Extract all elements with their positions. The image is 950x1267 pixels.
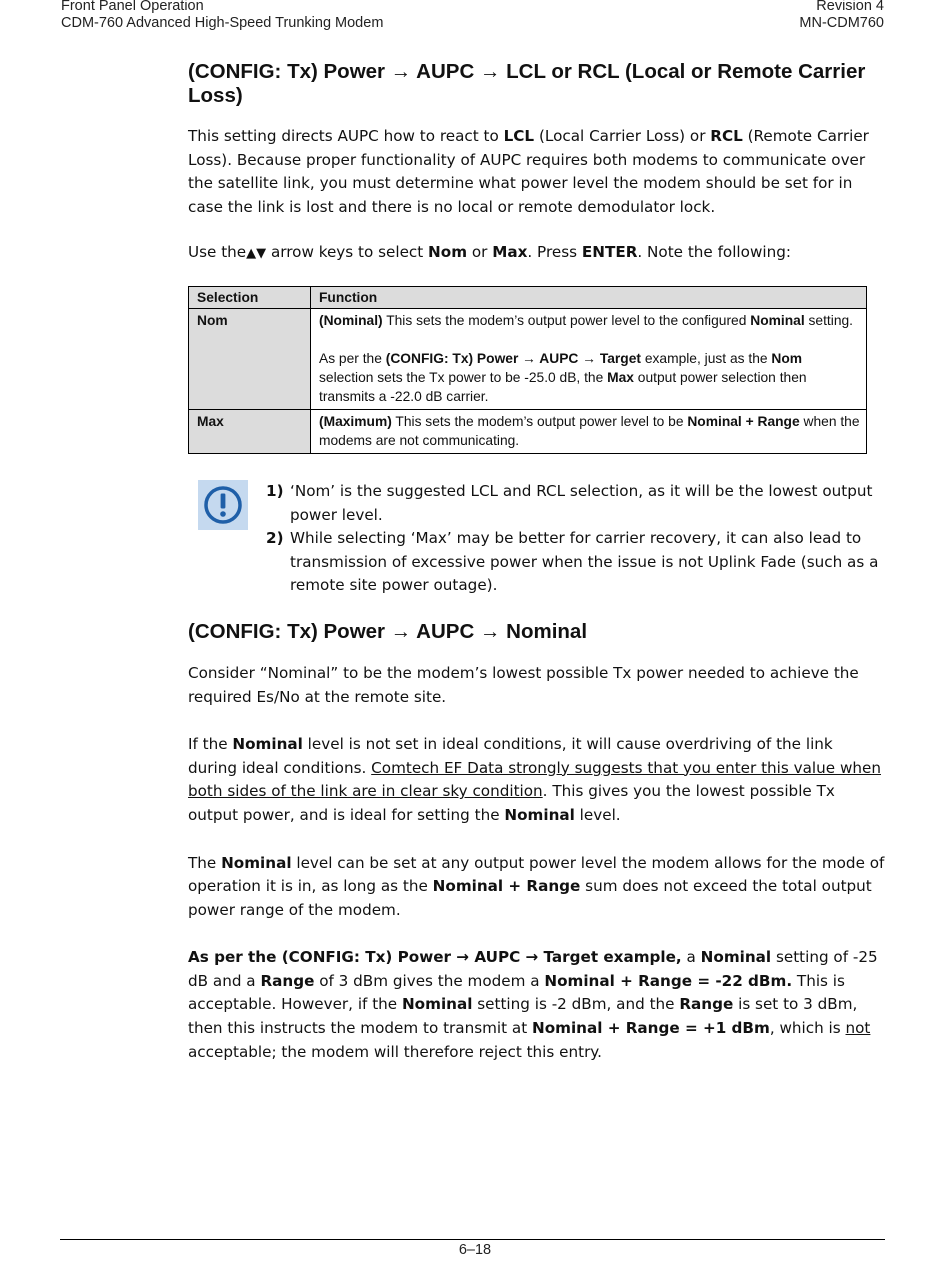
header-doc-number: MN-CDM760 <box>799 15 884 31</box>
table-cell-selection: Nom <box>189 308 311 409</box>
nominal-paragraph-2: If the Nominal level is not set in ideal conditions, it will cause overdriving of the link during ideal conditions. Comtech EF Data strongly suggests that you enter this value when both sides of the link are in clear sky condition. This gives you the lowest possible Tx output power, and is ideal for setting the Nominal level. <box>188 735 881 824</box>
nominal-paragraph-3: The Nominal level can be set at any output power level the modem allows for the mode of operation it is in, as long as the Nominal + Range sum does not exceed the total output power range of the modem. <box>188 853 885 919</box>
header-section: Front Panel Operation <box>61 0 204 14</box>
footer-divider <box>60 1239 885 1240</box>
intro-paragraph: This setting directs AUPC how to react to LCL (Local Carrier Loss) or RCL (Remote Carrier Loss). Because proper functionality of AUPC requires both modems to communicate over the satellite link, you must determine what power level the modem should be set for in case the link is lost and there is no local or remote demodulator lock. <box>188 127 869 216</box>
nominal-paragraph-1: Consider “Nominal” to be the modem’s lowest possible Tx power needed to achieve the required Es/No at the remote site. <box>188 663 859 706</box>
column-header-selection: Selection <box>189 286 311 308</box>
table-cell-selection: Max <box>189 409 311 453</box>
note-block <box>188 480 886 598</box>
section-heading-lcl-rcl: (CONFIG: Tx) Power → AUPC → LCL or RCL (Local or Remote Carrier Loss) <box>188 60 866 107</box>
page-content <box>188 60 886 1064</box>
page-header-left <box>61 0 383 32</box>
table-row <box>189 308 867 409</box>
nominal-example-paragraph: As per the (CONFIG: Tx) Power → AUPC → Target example, a Nominal setting of -25 dB and a Range of 3 dBm gives the modem a Nominal + Range = -22 dBm. This is acceptable. However, if the Nominal setting is -2 dBm, and the Range is set to 3 dBm, then this instructs the modem to transmit at Nominal + Range = +1 dBm, which is not acceptable; the modem will therefore reject this entry. <box>188 948 878 1061</box>
table-row <box>189 409 867 453</box>
page-number: 6–18 <box>458 1242 492 1258</box>
list-item: 2) While selecting ‘Max’ may be better for carrier recovery, it can also lead to transmission of excessive power when the issue is not Uplink Fade (such as a remote site power outage). <box>266 529 879 595</box>
table-header-row <box>189 286 867 308</box>
selection-table <box>188 286 867 454</box>
section-heading-nominal: (CONFIG: Tx) Power → AUPC → Nominal <box>188 619 588 643</box>
list-item: 1) ‘Nom’ is the suggested LCL and RCL selection, as it will be the lowest output power level. <box>266 481 873 524</box>
column-header-function: Function <box>311 286 867 308</box>
table-cell-function: (Nominal) This sets the modem’s output power level to the configured Nominal setting. As per the (CONFIG: Tx) Power → AUPC → Target example, just as the Nom selection sets the Tx power to be -25.0 dB, the Max output power selection then transmits a -22.0 dB carrier. <box>311 308 867 409</box>
header-revision: Revision 4 <box>816 0 884 14</box>
instruction-paragraph: Use the▲▼ arrow keys to select Nom or Max. Press ENTER. Note the following: <box>188 243 791 262</box>
header-doc-title: CDM-760 Advanced High-Speed Trunking Modem <box>61 15 384 31</box>
arrow-keys-icon: ▲▼ <box>246 246 267 262</box>
important-notice-icon <box>198 480 248 530</box>
table-cell-function: (Maximum) This sets the modem’s output power level to be Nominal + Range when the modems are not communicating. <box>311 409 867 453</box>
notes-list <box>266 480 886 598</box>
page-header-right <box>799 0 884 32</box>
